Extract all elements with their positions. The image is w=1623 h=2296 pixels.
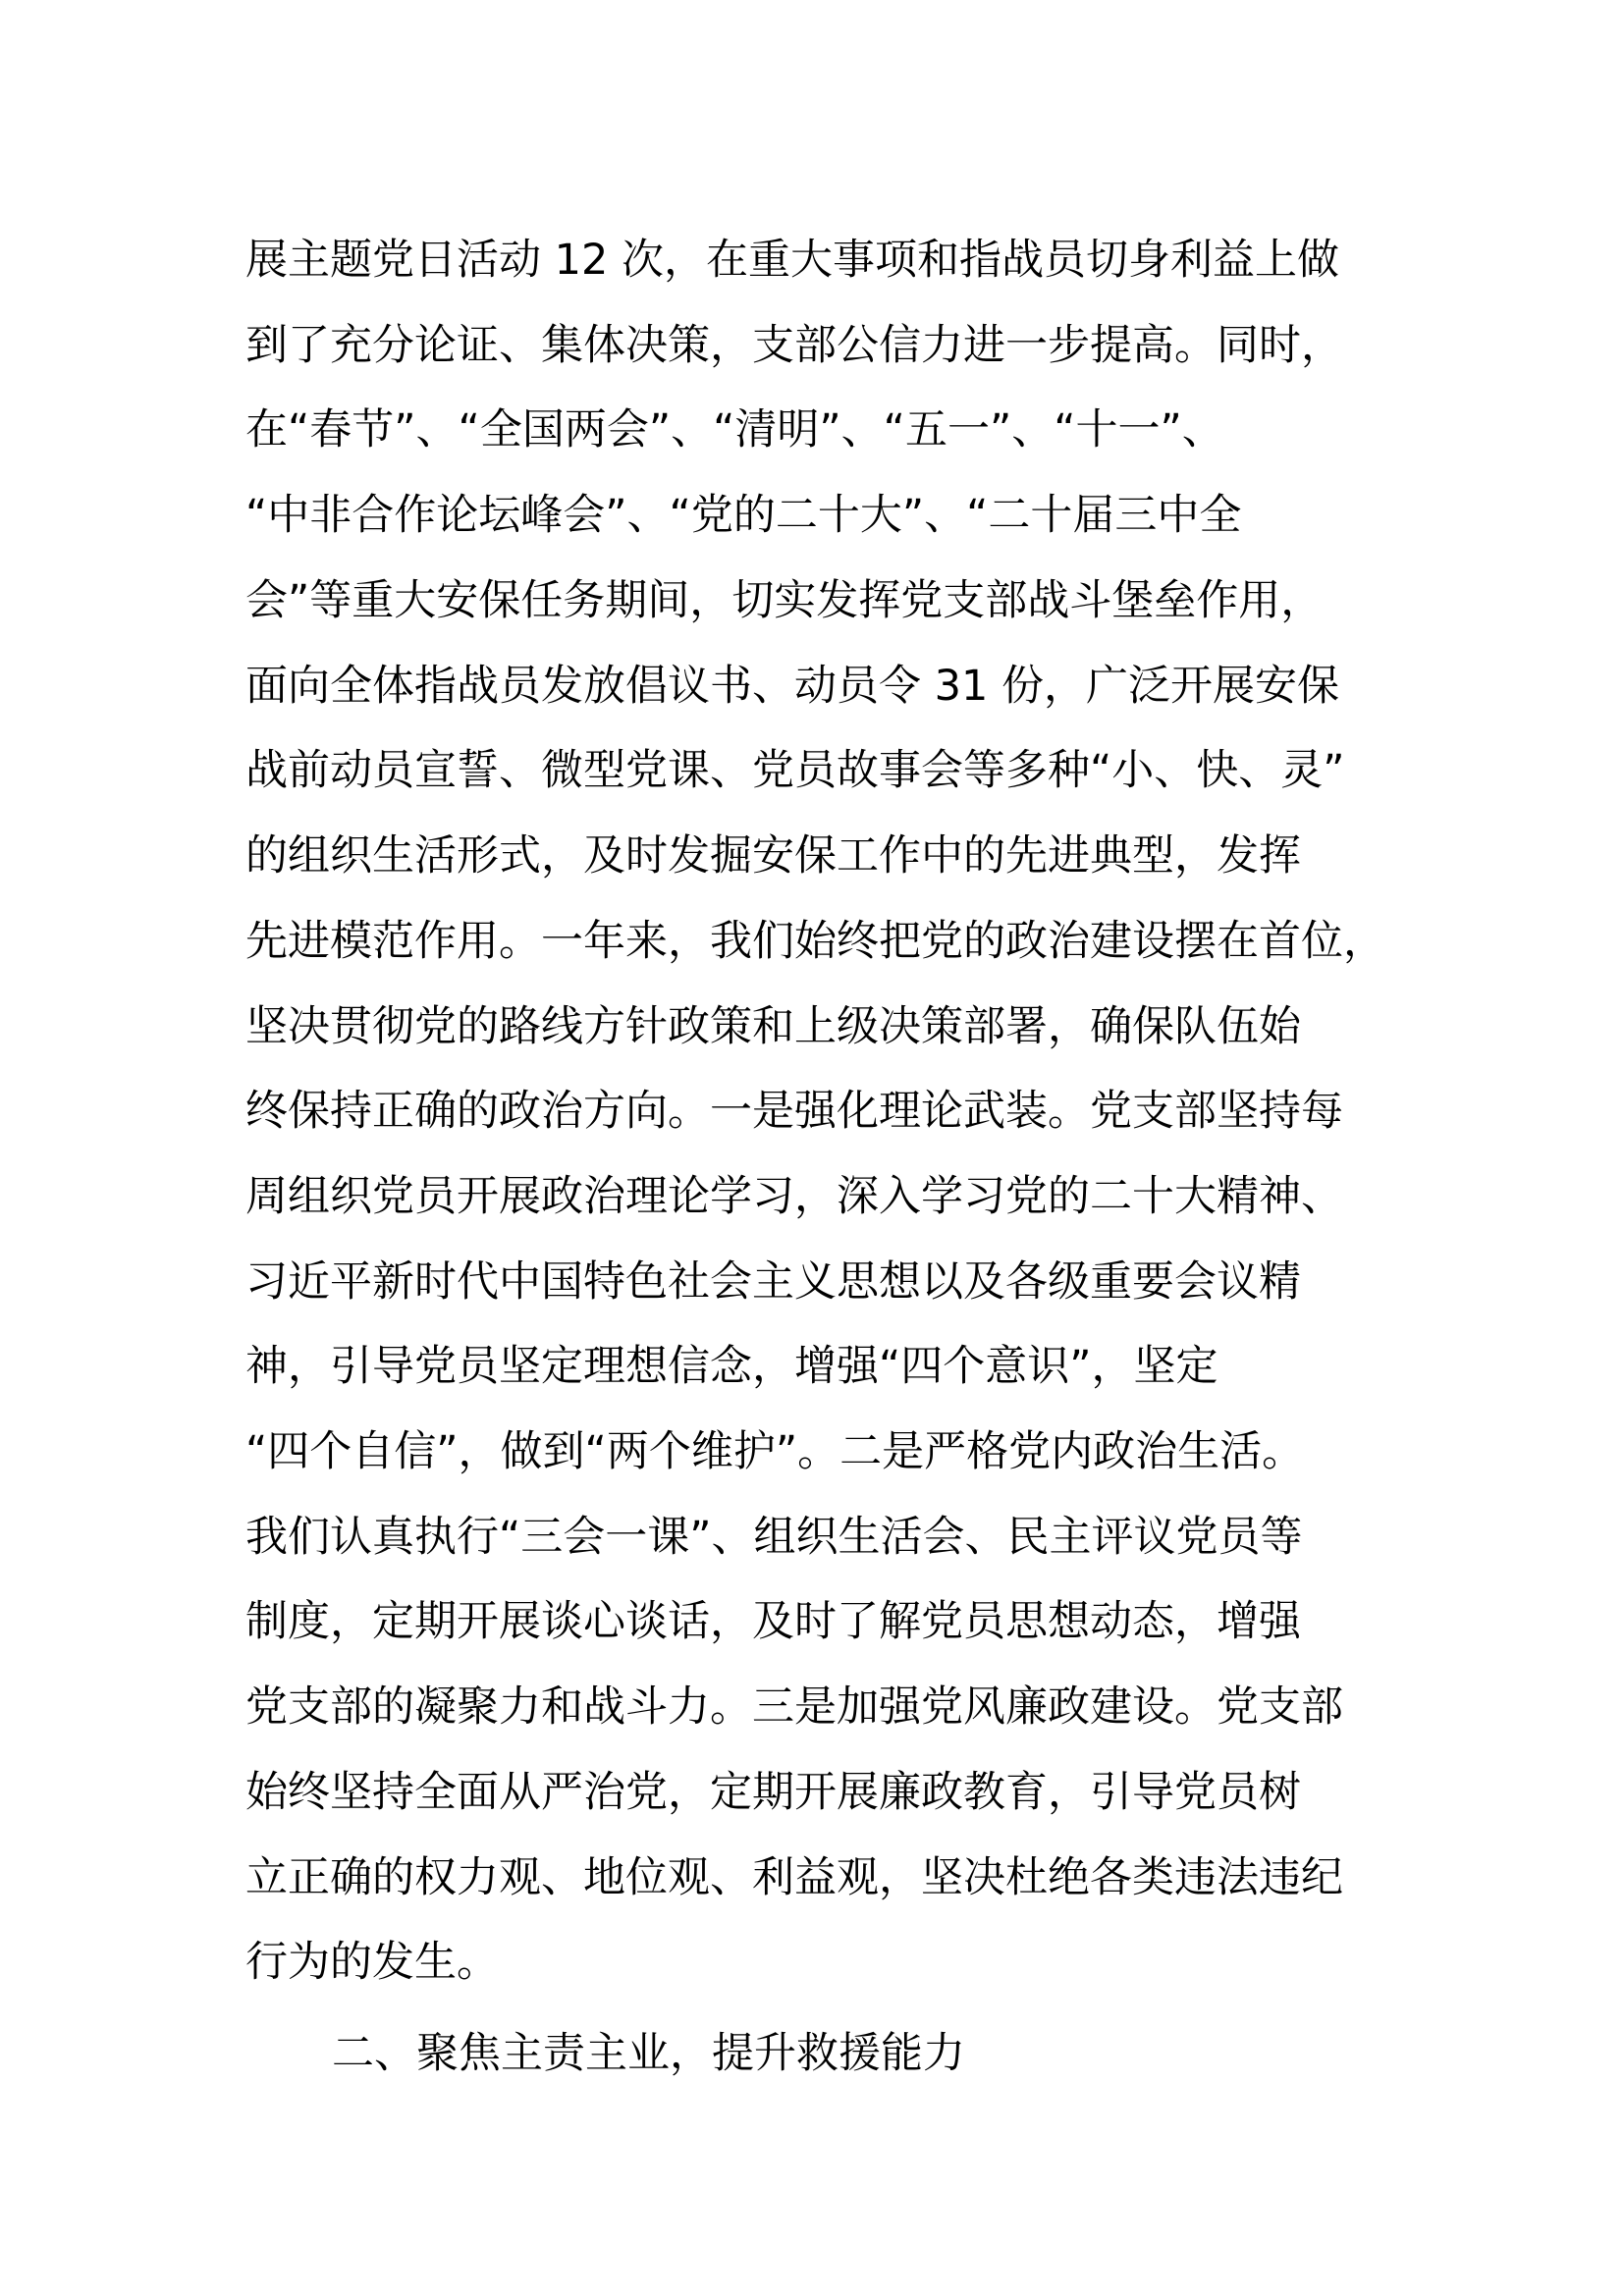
paragraph-line: 坚决贯彻党的路线方针政策和上级决策部署，确保队伍始 bbox=[245, 1002, 1301, 1051]
paragraph-line: 到了充分论证、集体决策，支部公信力进一步提高。同时， bbox=[245, 321, 1343, 370]
paragraph-line: 我们认真执行“三会一课”、组织生活会、民主评议党员等 bbox=[245, 1513, 1303, 1562]
paragraph-line: 立正确的权力观、地位观、利益观，坚决杜绝各类违法违纪 bbox=[245, 1853, 1343, 1902]
section-heading: 二、聚焦主责主业，提升救援能力 bbox=[332, 2029, 965, 2078]
paragraph-line: 始终坚持全面从严治党，定期开展廉政教育，引导党员树 bbox=[245, 1768, 1301, 1817]
paragraph-line: 党支部的凝聚力和战斗力。三是加强党风廉政建设。党支部 bbox=[245, 1682, 1343, 1732]
paragraph-line: 面向全体指战员发放倡议书、动员令 31 份，广泛开展安保 bbox=[245, 662, 1340, 711]
paragraph-line: 的组织生活形式，及时发掘安保工作中的先进典型，发挥 bbox=[245, 831, 1301, 881]
paragraph-line: 制度，定期开展谈心谈话，及时了解党员思想动态，增强 bbox=[245, 1597, 1301, 1646]
paragraph-line: 周组织党员开展政治理论学习，深入学习党的二十大精神、 bbox=[245, 1172, 1343, 1221]
paragraph-line: 习近平新时代中国特色社会主义思想以及各级重要会议精 bbox=[245, 1257, 1301, 1307]
paragraph-line: 先进模范作用。一年来，我们始终把党的政治建设摆在首位， bbox=[245, 917, 1385, 966]
paragraph-line: 终保持正确的政治方向。一是强化理论武装。党支部坚持每 bbox=[245, 1087, 1343, 1136]
paragraph-line: 行为的发生。 bbox=[245, 1938, 499, 1987]
paragraph-line: 会”等重大安保任务期间，切实发挥党支部战斗堡垒作用， bbox=[245, 576, 1324, 625]
paragraph-line: 神，引导党员坚定理想信念，增强“四个意识”，坚定 bbox=[245, 1342, 1218, 1391]
paragraph-line: 战前动员宣誓、微型党课、党员故事会等多种“小、快、灵” bbox=[245, 746, 1345, 795]
paragraph-line: “四个自信”，做到“两个维护”。二是严格党内政治生活。 bbox=[245, 1427, 1305, 1476]
paragraph-line: 在“春节”、“全国两会”、“清明”、“五一”、“十一”、 bbox=[245, 405, 1224, 454]
paragraph-line: “中非合作论坛峰会”、“党的二十大”、“二十届三中全 bbox=[245, 491, 1242, 540]
paragraph-line: 展主题党日活动 12 次，在重大事项和指战员切身利益上做 bbox=[245, 236, 1340, 285]
